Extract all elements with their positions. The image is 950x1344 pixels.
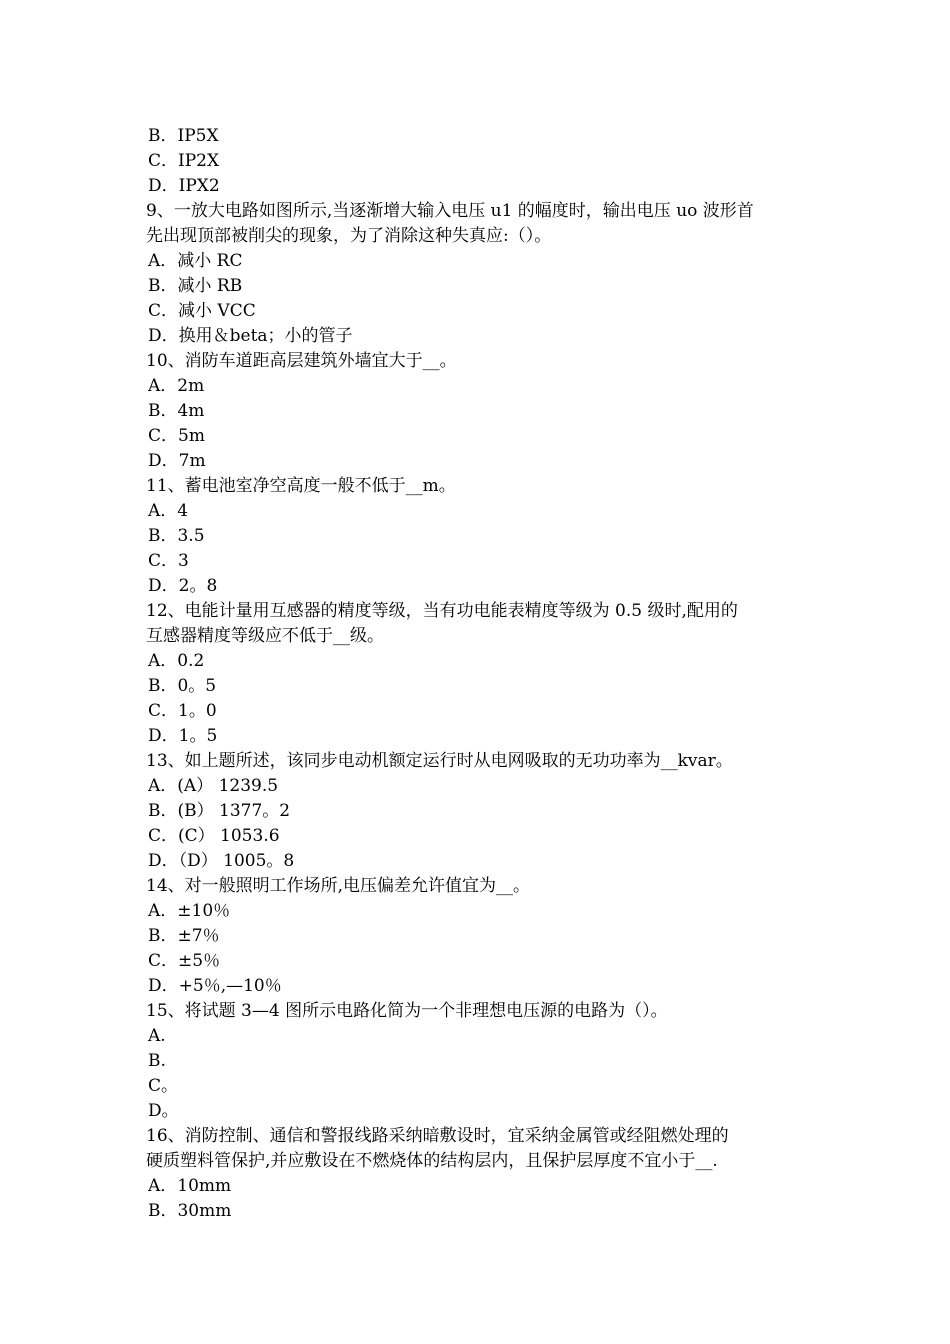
question-text-line: 10、消防车道距高层建筑外墙宜大于__。 (146, 351, 457, 371)
answer-option: C．±5％ (148, 951, 221, 971)
answer-option: A．4 (148, 501, 189, 521)
question-text-line: 11、蓄电池室净空高度一般不低于__m。 (146, 476, 456, 496)
answer-option: D．IPX2 (148, 176, 220, 196)
answer-option: D．换用＆beta；小的管子 (148, 326, 353, 346)
answer-option: D。 (148, 1101, 179, 1121)
answer-option: D．7m (148, 451, 206, 471)
question-text-line: 9、一放大电路如图所示,当逐渐增大输入电压 u1 的幅度时，输出电压 uo 波形首 (146, 201, 754, 221)
question-text-line: 13、如上题所述，该同步电动机额定运行时从电网吸取的无功功率为__kvar。 (146, 751, 733, 771)
answer-option: B．3.5 (148, 526, 205, 546)
question-text-line: 12、电能计量用互感器的精度等级，当有功电能表精度等级为 0.5 级时,配用的 (146, 601, 738, 621)
question-text-line: 15、将试题 3—4 图所示电路化简为一个非理想电压源的电路为（）。 (146, 1001, 668, 1021)
question-text-line: 硬质塑料管保护,并应敷设在不燃烧体的结构层内，且保护层厚度不宜小于__. (146, 1151, 718, 1171)
answer-option: D．1。5 (148, 726, 218, 746)
answer-option: A．±10％ (148, 901, 231, 921)
answer-option: C。 (148, 1076, 179, 1096)
answer-option: C．1。0 (148, 701, 217, 721)
answer-option: D．2。8 (148, 576, 218, 596)
answer-option: B．IP5X (148, 126, 219, 146)
answer-option: C．(C） 1053.6 (148, 826, 280, 846)
answer-option: B．4m (148, 401, 205, 421)
answer-option: D．（D） 1005。8 (148, 851, 295, 871)
answer-option: B．(B） 1377。2 (148, 801, 291, 821)
answer-option: C．3 (148, 551, 189, 571)
answer-option: B．30mm (148, 1201, 232, 1221)
answer-option: C．5m (148, 426, 205, 446)
question-text-line: 16、消防控制、通信和警报线路采纳暗敷设时，宜采纳金属管或经阻燃处理的 (146, 1126, 729, 1146)
question-text-line: 14、对一般照明工作场所,电压偏差允许值宜为__。 (146, 876, 531, 896)
exam-text-body (146, 124, 826, 1224)
answer-option: A．(A） 1239.5 (148, 776, 279, 796)
answer-option: B．减小 RB (148, 276, 243, 296)
answer-option: C．减小 VCC (148, 301, 256, 321)
answer-option: C．IP2X (148, 151, 220, 171)
answer-option: A．2m (148, 376, 205, 396)
answer-option: B. (148, 1051, 166, 1071)
question-text-line: 互感器精度等级应不低于__级。 (146, 626, 384, 646)
answer-option: A. (148, 1026, 166, 1046)
answer-option: B．0。5 (148, 676, 217, 696)
answer-option: A．减小 RC (148, 251, 243, 271)
answer-option: A．10mm (148, 1176, 232, 1196)
answer-option: B．±7％ (148, 926, 220, 946)
answer-option: D．+5％,—10％ (148, 976, 282, 996)
answer-option: A．0.2 (148, 651, 205, 671)
question-text-line: 先出现顶部被削尖的现象，为了消除这种失真应:（）。 (146, 226, 552, 246)
